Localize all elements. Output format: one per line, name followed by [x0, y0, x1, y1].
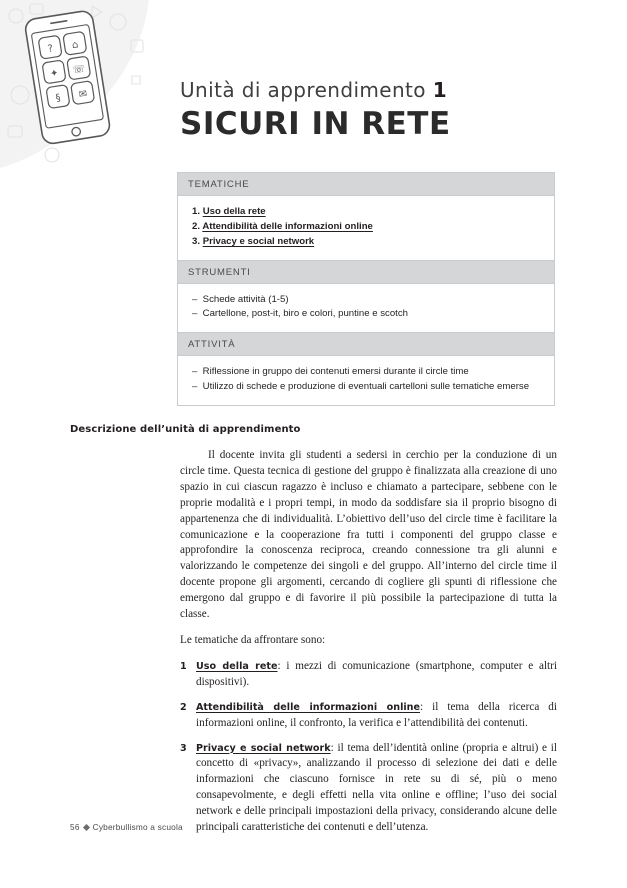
- item-number: 3.: [192, 235, 201, 247]
- svg-text:✉: ✉: [77, 88, 88, 101]
- item-label: Riflessione in gruppo dei contenuti emersi durante il circle time: [202, 366, 469, 378]
- list-item: [180, 741, 557, 836]
- unit-number: 1: [432, 78, 448, 102]
- table-row: [192, 220, 544, 235]
- list-item: [180, 659, 557, 691]
- list-item-text: [196, 659, 557, 691]
- section-heading-tematiche: TEMATICHE: [178, 173, 554, 196]
- list-item-text: [196, 741, 557, 836]
- paragraph-topics-intro: Le tematiche da affrontare sono:: [180, 633, 326, 646]
- dash-bullet: –: [192, 381, 203, 393]
- section-body-tematiche: [178, 196, 554, 260]
- list-item-detail: : il tema dell’identità online (propria e altrui) e il concetto di «privacy», analizzando il processo di selezione dei dati e delle informazioni che ciascuno fornisce in rete su di sé, più o meno consapevolmente, e degli effetti nella vita online e offline; l’uso dei social network e delle principali impostazioni della privacy, considerando alcune delle principali caratteristiche dei contenuti e dell’utenza.: [196, 741, 557, 834]
- svg-text:§: §: [54, 92, 62, 105]
- item-label: Cartellone, post-it, biro e colori, puntine e scotch: [202, 308, 408, 320]
- item-label: Schede attività (1-5): [202, 293, 289, 305]
- paragraph-intro: Il docente invita gli studenti a sedersi in cerchio per la conduzione di un circle time. Questa tecnica di gestione del gruppo è finalizzata alla creazione di uno spazio in cui ciascun ragazzo è incluso e chiamato a partecipare, sebbene con le proprie modalità e i propri tempi, in modo da soddisfare sia il proprio bisogno di appartenenza che di individualità. L’obiettivo dell’uso del circle time è facilitare la comunicazione e la cooperazione fra tutti i componenti del gruppo classe e approfondire la conoscenza reciproca, creando connessione tra gli alunni e valorizzando le competenze dei singoli e del gruppo. All’interno del circle time il docente propone gli argomenti, cercando di cogliere gli spunti di riflessione che emergono dal gruppo e di favorire il più possibile la partecipazione di tutta la classe.: [180, 449, 557, 621]
- section-body-strumenti: [178, 284, 554, 333]
- list-item-number: 1: [180, 660, 187, 672]
- page-title: [180, 78, 580, 142]
- table-row: [192, 205, 544, 220]
- item-label: Utilizzo di schede e produzione di eventuali cartelloni sulle tematiche emerse: [202, 381, 530, 393]
- unit-label-line: [180, 78, 580, 102]
- svg-text:☏: ☏: [71, 63, 87, 77]
- svg-text:✦: ✦: [49, 67, 60, 80]
- item-number: 2.: [192, 220, 201, 232]
- unit-title: SICURI IN RETE: [180, 106, 451, 142]
- item-number: 1.: [192, 206, 201, 217]
- list-item-detail: : il tema della ricerca di informazioni online, il confronto, la verifica e l’attendibilità dei contenuti.: [196, 700, 557, 729]
- footer-book-title: Cyberbullismo a scuola: [92, 822, 183, 832]
- section-heading-attivita: ATTIVITÀ: [178, 332, 554, 356]
- page-footer: [70, 822, 183, 832]
- svg-text:⌂: ⌂: [71, 39, 80, 52]
- table-row: [192, 365, 544, 380]
- info-table: [177, 172, 555, 406]
- svg-text:?: ?: [46, 43, 54, 56]
- table-row: [192, 293, 544, 308]
- list-item-text: [196, 700, 557, 732]
- unit-label: Unità di apprendimento: [180, 78, 426, 102]
- description-body: [180, 448, 557, 845]
- dash-bullet: –: [192, 366, 203, 378]
- list-item: [180, 700, 557, 732]
- list-item-term: Privacy e social network: [196, 742, 331, 754]
- footer-page-number: 56: [70, 822, 80, 832]
- list-item-number: 3: [180, 742, 187, 754]
- table-row: [192, 307, 544, 322]
- table-row: [192, 380, 544, 395]
- dash-bullet: –: [192, 308, 203, 320]
- list-item-number: 2: [180, 701, 187, 713]
- section-heading-strumenti: STRUMENTI: [178, 260, 554, 284]
- diamond-icon: [83, 823, 90, 830]
- table-row: [192, 235, 544, 250]
- section-body-attivita: [178, 356, 554, 405]
- item-label: Attendibilità delle informazioni online: [202, 220, 373, 232]
- list-item-term: Uso della rete: [196, 660, 278, 672]
- item-label: Privacy e social network: [202, 235, 315, 247]
- list-item-term: Attendibilità delle informazioni online: [196, 701, 421, 713]
- list-item-detail: : i mezzi di comunicazione (smartphone, computer e altri dispositivi).: [196, 659, 558, 688]
- description-heading: Descrizione dell’unità di apprendimento: [70, 424, 301, 435]
- item-label: Uso della rete: [202, 206, 266, 217]
- dash-bullet: –: [192, 293, 203, 305]
